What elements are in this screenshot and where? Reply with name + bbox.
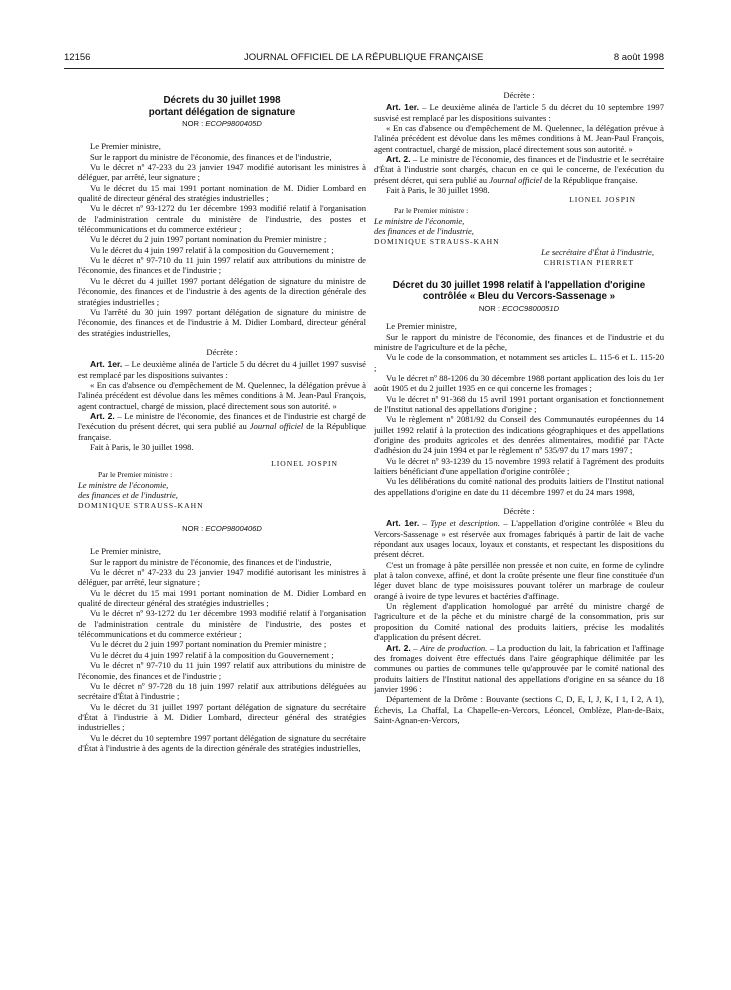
- nor-reference-1: [78, 119, 366, 129]
- visa-paragraph: Sur le rapport du ministre de l'économie, des finances et de l'industrie,: [90, 556, 332, 567]
- signature-pm: LIONEL JOSPIN: [271, 459, 338, 469]
- visa-paragraph: Vu le décret nº 91-368 du 15 avril 1991 portant organisation et fonctionnement de l'Institut national des appellations d'origine ;: [374, 393, 664, 414]
- article-1-label: Art. 1er.: [386, 102, 419, 113]
- aoc-article-1-title: Type et description.: [430, 518, 500, 529]
- article-2: [78, 411, 366, 442]
- nor-prefix: NOR :: [182, 119, 206, 128]
- visa-paragraph: Vu le décret nº 93-1272 du 1er décembre 1993 modifié relatif à l'organisation de l'administration centrale du ministère de l'industrie, des postes et télécommunications et du commerce extérieur ;: [78, 608, 366, 640]
- aoc-article-1-label: Art. 1er.: [386, 518, 420, 529]
- secretary-name: CHRISTIAN PIERRET: [543, 257, 634, 267]
- decrete-heading: Décrète :: [206, 346, 238, 357]
- visa-paragraph: Vu le décret du 4 juin 1997 relatif à la composition du Gouvernement ;: [90, 649, 334, 660]
- article-1-text: – Le deuxième alinéa de l'article 5 du décret du 4 juillet 1997 susvisé est remplacé par les dispositions suivantes :: [78, 359, 366, 380]
- visa-paragraph: Vu le décret du 2 juin 1997 portant nomination du Premier ministre ;: [90, 234, 327, 245]
- decree-2-visas: [78, 546, 366, 753]
- aoc-article-2-title: Aire de production.: [420, 642, 488, 653]
- visa-paragraph: Vu le décret du 15 mai 1991 portant nomination de M. Didier Lombard en qualité de directeur général des stratégies industrielles ;: [78, 182, 366, 204]
- article-2: [374, 154, 664, 185]
- nor-code: ECOP9800405D: [205, 119, 262, 128]
- aoc-article-2-label: Art. 2.: [386, 642, 411, 653]
- visa-paragraph: Vu le décret du 10 septembre 1997 portant délégation de signature du secrétaire d'État à l'industrie à des agents de la direction générale des stratégies industrielles,: [78, 732, 366, 753]
- visa-paragraph: Le Premier ministre,: [90, 141, 161, 152]
- minister-title-line2: des finances et de l'industrie,: [78, 490, 178, 501]
- minister-title-line2: des finances et de l'industrie,: [374, 226, 474, 237]
- article-1-text: – Le deuxième alinéa de l'article 5 du décret du 10 septembre 1997 susvisé est remplacé par les dispositions suivantes :: [374, 102, 664, 123]
- visa-paragraph: Vu le code de la consommation, et notamment ses articles L. 115-6 et L. 115-20 ;: [374, 352, 664, 373]
- visa-paragraph: Vu le décret nº 47-233 du 23 janvier 1947 modifié autorisant les ministres à déléguer, par arrêté, leur signature ;: [78, 162, 366, 183]
- fait-a-paris: Fait à Paris, le 30 juillet 1998.: [386, 185, 490, 196]
- nor-code: ECOC9800051D: [502, 303, 560, 313]
- minister-name: DOMINIQUE STRAUSS-KAHN: [78, 500, 204, 510]
- visa-paragraph: Vu le décret nº 88-1206 du 30 décembre 1988 portant application des lois du 1er août 1905 et du 2 juillet 1935 en ce qui concerne les fromages ;: [374, 372, 664, 394]
- journal-officiel-ref: Journal officiel: [489, 174, 543, 185]
- aoc-article-1-para-3: Un règlement d'application homologué par arrêté du ministre chargé de l'agriculture et de la pêche et du ministre chargé de la consommation, pris sur proposition du Comité national des produits laitiers, précise les modalités d'application du présent décret.: [374, 601, 664, 643]
- visa-paragraph: Vu le décret du 2 juin 1997 portant nomination du Premier ministre ;: [90, 639, 327, 650]
- article-2-text-b: de la République française.: [542, 174, 638, 185]
- article-2-text-a: – Le ministre de l'économie, des finances et de l'industrie est chargé de l'exécution du présent décret, qui sera publié au: [78, 410, 366, 432]
- visa-paragraph: Vu le décret nº 97-710 du 11 juin 1997 relatif aux attributions du ministre de l'économie, des finances et de l'industrie ;: [78, 660, 366, 681]
- minister-name: DOMINIQUE STRAUSS-KAHN: [374, 236, 500, 246]
- aoc-article-1-para-2: C'est un fromage à pâte persillée non pressée et non cuite, en forme de cylindre plat à talon convexe, affiné, et dont la croûte présente une fleur fine constituée d'un léger duvet blanc de type moisissures pouvant tolérer un marbrage de couleur orangé à ivoire de type levures et bactéries d'affinage.: [374, 559, 664, 601]
- article-2-text-a: – Le ministre de l'économie, des finances et de l'industrie et le secrétaire d'État à l'industrie sont chargés, chacun en ce qui le concerne, de l'exécution du présent décret, qui sera publié au: [374, 154, 664, 185]
- decree-aoc-visas: [374, 321, 664, 497]
- page-number: 12156: [64, 52, 91, 63]
- par-premier-ministre: Par le Premier ministre :: [394, 205, 469, 215]
- article-1-quote: « En cas d'absence ou d'empêchement de M. Quelennec, la délégation prévue à l'alinéa précédent est dévolue dans les mêmes conditions à M. Jean-Paul François, agent contractuel, chargé de mission, placé directement sous son autorité. »: [374, 123, 664, 154]
- article-2-text-b: de la République française.: [78, 421, 366, 442]
- nor-reference-2: [78, 524, 366, 534]
- visa-paragraph: Vu le décret nº 97-710 du 11 juin 1997 relatif aux attributions du ministre de l'économie, des finances et de l'industrie ;: [78, 255, 366, 276]
- par-premier-ministre: Par le Premier ministre :: [98, 469, 173, 479]
- visa-paragraph: Vu le décret du 15 mai 1991 portant nomination de M. Didier Lombard en qualité de directeur général des stratégies industrielles ;: [78, 587, 366, 609]
- left-column: [78, 88, 366, 978]
- minister-title-line1: Le ministre de l'économie,: [78, 480, 169, 490]
- visa-paragraph: Sur le rapport du ministre de l'économie, des finances et de l'industrie,: [90, 151, 332, 162]
- visa-paragraph: Vu l'arrêté du 30 juin 1997 portant délégation de signature du ministre de l'économie, des finances et de l'industrie à M. Didier Lombard, directeur général des stratégies industrielles,: [78, 306, 366, 338]
- visa-paragraph: Vu le décret nº 47-233 du 23 janvier 1947 modifié autorisant les ministres à déléguer, par arrêté, leur signature ;: [78, 567, 366, 588]
- secretary-title: Le secrétaire d'État à l'industrie,: [541, 247, 654, 258]
- decrete-heading: Décrète :: [503, 90, 535, 100]
- nor-prefix: NOR :: [478, 303, 503, 313]
- fait-a-paris: Fait à Paris, le 30 juillet 1998.: [90, 441, 194, 452]
- visa-paragraph: Vu le décret du 4 juin 1997 relatif à la composition du Gouvernement ;: [90, 244, 334, 255]
- journal-title: JOURNAL OFFICIEL DE LA RÉPUBLIQUE FRANÇAISE: [244, 52, 484, 63]
- nor-reference-3: [374, 304, 664, 314]
- visa-paragraph: Vu le décret nº 93-1272 du 1er décembre 1993 modifié relatif à l'organisation de l'administration centrale du ministère de l'industrie, des postes et télécommunications et du commerce extérieur ;: [78, 203, 366, 235]
- aoc-article-2-text: – La production du lait, la fabrication et l'affinage des fromages doivent être effectués dans l'aire géographique délimitée par les communes ou parties de communes telle qu'approuvée par le comité national des produits laitiers de l'Institut national des appellations d'origine en sa séance du 18 janvier 1996 :: [374, 642, 664, 694]
- aoc-article-2: Art. 2. – Aire de production. – La production du lait, la fabrication et l'affinage des fromages doivent être effectués dans l'aire géographique délimitée par les communes ou parties de communes telle qu'approuvée par le comité national des produits laitiers de l'Institut national des appellations d'origine en sa séance du 18 janvier 1996 :: [374, 642, 664, 694]
- header-rule: [64, 68, 664, 69]
- decree-title-line1: Décrets du 30 juillet 1998: [163, 95, 281, 106]
- visa-paragraph: Vu le décret nº 97-728 du 18 juin 1997 relatif aux attributions déléguées au secrétaire d'État à l'industrie ;: [78, 680, 366, 702]
- nor-prefix: NOR :: [182, 524, 206, 534]
- article-1: [374, 102, 664, 123]
- issue-date: 8 août 1998: [613, 52, 664, 63]
- article-1: [78, 359, 366, 380]
- visa-paragraph: Vu le décret nº 93-1239 du 15 novembre 1993 relatif à l'agrément des produits laitiers bénéficiant d'une appellation d'origine contrôlée ;: [374, 455, 664, 476]
- visa-paragraph: Vu le règlement nº 2081/92 du Conseil des Communautés européennes du 14 juillet 1992 relatif à la protection des indications géographiques et des appellations d'origine des produits agricoles et des denrées alimentaires, modifié par l'Acte d'adhésion du 24 juin 1994 et par le règlement nº 535/97 du 17 mars 1997 ;: [374, 414, 664, 456]
- right-column: [374, 88, 664, 978]
- visa-paragraph: Vu le décret du 4 juillet 1997 portant délégation de signature du ministre de l'économie, des finances et de l'industrie à des agents de la direction générale des stratégies industrielles ;: [78, 275, 366, 307]
- visa-paragraph: Vu le décret du 31 juillet 1997 portant délégation de signature du secrétaire d'État à l'industrie à M. Didier Lombard, directeur général des stratégies industrielles ;: [78, 701, 366, 733]
- aoc-article-1-text: – L'appellation d'origine contrôlée « Bleu du Vercors-Sassenage » est réservée aux fromages fabriqués à partir de lait de vache répondant aux usages locaux, loyaux et constants, et respectant les dispositions du présent décret.: [374, 518, 664, 560]
- decrete-heading-2: Décrète :: [503, 506, 535, 517]
- nor-code: ECOP9800406D: [205, 524, 262, 534]
- article-2-label: Art. 2.: [386, 154, 411, 165]
- decree-aoc-title-line2: contrôlée « Bleu du Vercors-Sassenage »: [422, 291, 616, 303]
- decree-title-line2: portant délégation de signature: [148, 106, 296, 118]
- minister-title-line1: Le ministre de l'économie,: [374, 216, 465, 227]
- journal-officiel-ref: Journal officiel: [249, 421, 304, 432]
- aoc-article-1: Art. 1er. – Type et description. – L'appellation d'origine contrôlée « Bleu du Vercors-Sassenage » est réservée aux fromages fabriqués à partir de lait de vache répondant aux usages locaux, loyaux et constants, et respectant les dispositions du présent décret.: [374, 518, 664, 560]
- article-2-label: Art. 2.: [90, 410, 115, 421]
- decree-1-visas: [78, 141, 366, 338]
- running-head: [64, 52, 664, 66]
- article-1-label: Art. 1er.: [90, 359, 123, 370]
- article-1-quote: « En cas d'absence ou d'empêchement de M. Quelennec, la délégation prévue à l'alinéa précédent est dévolue dans les mêmes conditions à M. Jean-Paul François, agent contractuel, chargé de mission, placé directement sous son autorité. »: [78, 379, 366, 411]
- visa-paragraph: Sur le rapport du ministre de l'économie, des finances et de l'industrie et du ministre de l'agriculture et de la pêche,: [374, 331, 664, 352]
- signature-pm: LIONEL JOSPIN: [569, 195, 636, 205]
- visa-paragraph: Le Premier ministre,: [90, 546, 161, 557]
- decree-aoc-title-line1: Décret du 30 juillet 1998 relatif à l'appellation d'origine: [392, 279, 646, 291]
- visa-paragraph: Le Premier ministre,: [386, 321, 457, 332]
- visa-paragraph: Vu les délibérations du comité national des produits laitiers de l'Institut national des appellations d'origine en date du 11 décembre 1997 et du 24 mars 1998,: [374, 476, 664, 497]
- aoc-article-2-para-2: Département de la Drôme : Bouvante (sections C, D, E, I, J, K, I 1, I 2, A 1), Échevis, La Chaffal, La Chapelle-en-Vercors, Léoncel, Omblèze, Plan-de-Baix, Saint-Agnan-en-Vercors,: [374, 694, 664, 725]
